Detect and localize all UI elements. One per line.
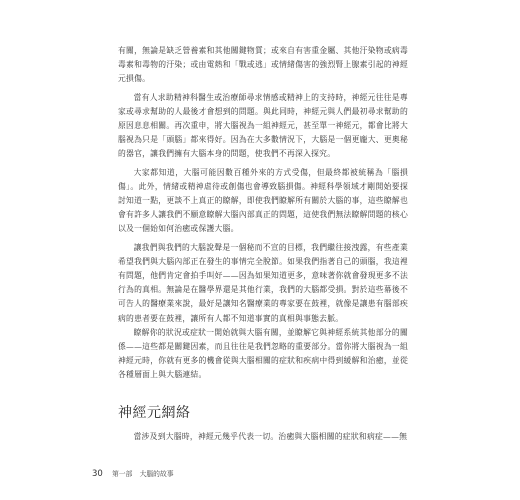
paragraph: 大家都知道，大腦可能因數百種外來的方式受傷，但最終都被統稱為「腦損傷」。此外，情緒或精神虐待或創傷也會導致腦損傷。神經科學領域才剛開始要探討知道一點，更談不上真正的瞭解，即使我們瞭解所有關於大腦的事，這些瞭解也會有許多人讓我們不願意瞭解大腦內部真正的問題，這使我們無法瞭解問題的核心以及一個始如何治癒或保護大腦。 <box>118 167 408 234</box>
paragraph: 讓我們與我們的大腦說聲是一個秘而不宣的目標，我們繼往接洩露，有些產業希望我們與大腦內部正在發生的事情完全脫節。如果我們指著自己的頭腦，我這裡有問題，他們肯定會拍手叫好——因為如果知道更多，意味著你就會發現更多不法行為的真相。無論是在醫學界還是其他行業，我們的大腦都受損。對於這些幕後不可告人的醫療業來說，最好是讓知名醫療業的專家要在鼓裡，就像是讓患有腦部疾病的患者要在鼓裡，讓所有人都不知道事實的真相與事態去脈。 <box>118 242 408 323</box>
section-paragraph: 當涉及到大腦時，神經元幾乎代表一切。治癒與大腦相關的症狀和病症——無 <box>133 432 408 441</box>
body-text <box>118 44 408 383</box>
part-label: 第一部 <box>112 470 133 478</box>
paragraph: 瞭解你的狀況或症狀一開始就與大腦有關，並瞭解它與神經系統其他部分的關係——這些都是關鍵因素，而且往往是我們忽略的重要部分。當你將大腦視為一組神經元時，你就有更多的機會從與大腦相關的症狀和疾病中得到緩解和治癒，並從各種層面上與大腦連結。 <box>118 327 408 380</box>
page-footer <box>92 468 174 479</box>
section-heading: 神經元網絡 <box>118 405 191 421</box>
paragraph: 當有人求助精神科醫生或治療師尋求情感或精神上的支持時，神經元往往是專家或尋求幫助的人最後才會想到的問題。與此同時，神經元與人們最初尋求幫助的原因息息相關。再次重申，將大腦視為一組神經元，甚至單一神經元，都會比將大腦視為只是「頭腦」都來得好。因為在大多數情況下，大腦是一個更龐大、更奧秘的器官，讓我們擁有大腦本身的問題，使我們不再深入探究。 <box>118 92 408 159</box>
paragraph-continued: 有關，無論是缺乏營養素和其他關鍵物質；或來自有害重金屬、其他汙染物或病毒毒素和毒物的汙染；或由電熱和「戰或逃」或情緒傷害的強烈腎上腺素引起的神經元損傷。 <box>118 46 408 84</box>
part-title: 大腦的故事 <box>139 470 174 478</box>
page-number: 30 <box>92 469 103 479</box>
section-body <box>118 430 408 444</box>
